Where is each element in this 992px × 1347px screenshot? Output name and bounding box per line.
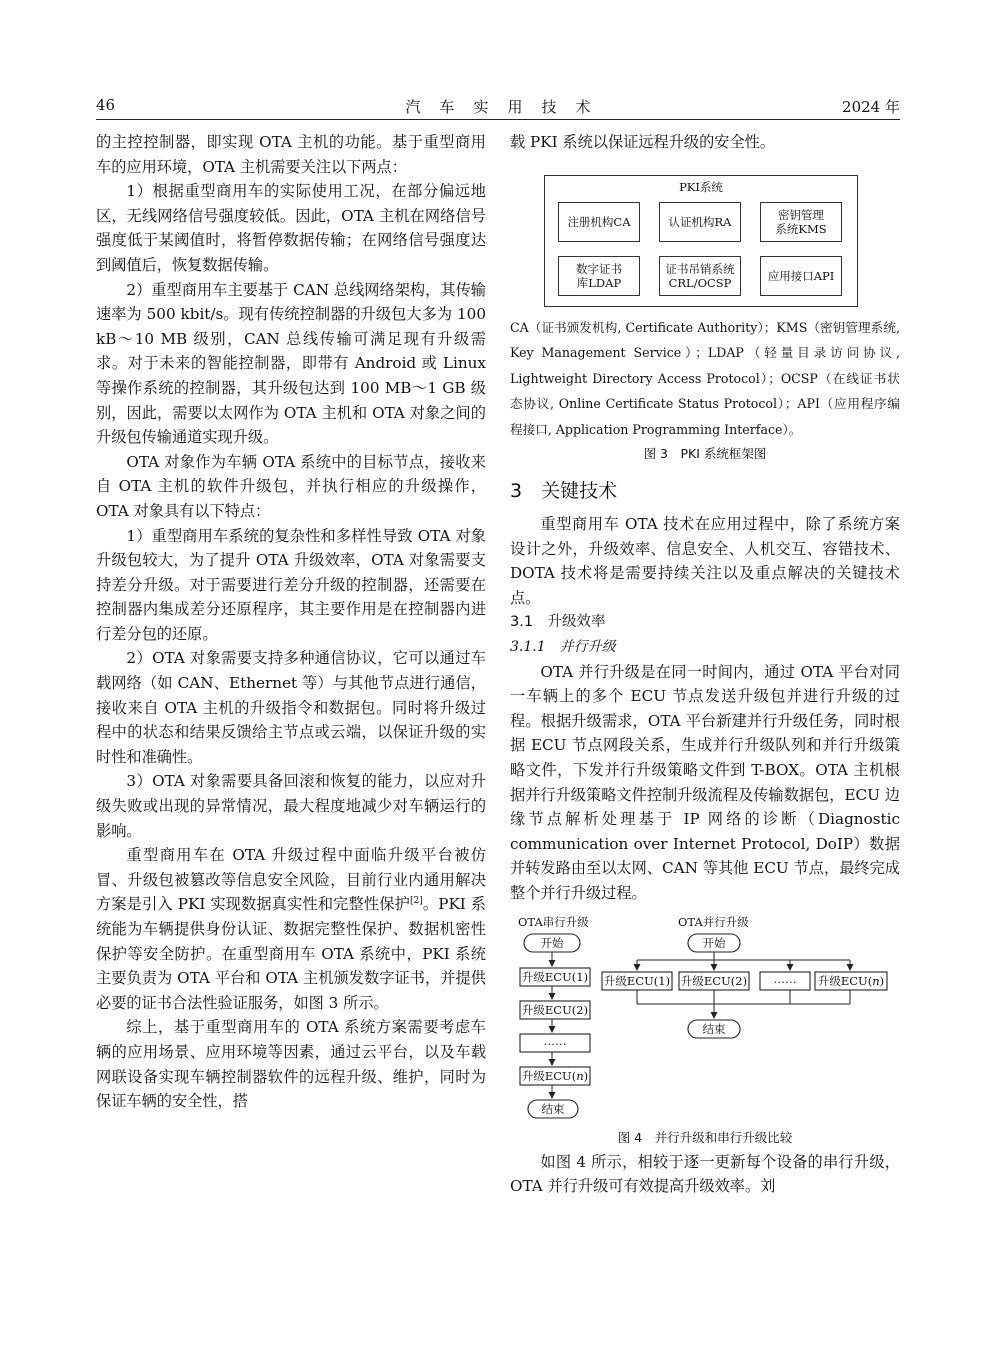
right-column <box>510 130 900 1199</box>
paragraph: 1）根据重型商用车的实际使用工况，在部分偏远地区，无线网络信号强度较低。因此，OTA 主机在网络信号强度低于某阈值时，将暂停数据传输；在网络信号强度达到阈值后，恢复数据传输。 <box>96 182 486 274</box>
cell-line: CRL/OCSP <box>668 275 732 290</box>
paragraph-text: 重型商用车在 OTA 升级过程中面临升级平台被仿冒、升级包被篡改等信息安全风险，目前行业内通用解决方案是引入 PKI 实现数据真实性和完整性保护 <box>96 846 486 914</box>
serial-start-label: 开始 <box>540 935 564 950</box>
parallel-start-label: 开始 <box>702 935 726 950</box>
paragraph: 1）重型商用车系统的复杂性和多样性导致 OTA 对象升级包较大，为了提升 OTA 升级效率，OTA 对象需要支持差分升级。对于需要进行差分升级的控制器，还需要在控制器内集成差分还原程序，其主要作用是在控制器内进行差分包的还原。 <box>96 526 486 643</box>
pki-system-title: PKI系统 <box>679 179 723 194</box>
pki-cell-api <box>760 256 842 296</box>
figure-3-note: CA（证书颁发机构, Certificate Authority）；KMS（密钥管理系统, Key Management Service）；LDAP（轻量目录访问协议, Lightweight Directory Access Protocol）；OCSP（在线证书状态协议, Online Certificate Status Protocol）；API（应用程序编程接口, Application Programming Interface）。 <box>510 319 900 437</box>
serial-ecun-label: 升级ECU(n) <box>521 1068 589 1083</box>
left-column <box>96 130 486 1114</box>
paragraph: 2）重型商用车主要基于 CAN 总线网络架构，其传输速率为 500 kbit/s。现有传统控制器的升级包大多为 100 kB～10 MB 级别，CAN 总线传输可满足现有升级需求。对于未来的智能控制器，即带有 Android 或 Linux 等操作系统的控制器，其升级包达到 100 MB～1 GB 级别，因此，需要以太网作为 OTA 主机和 OTA 对象之间的升级包传输通道实现升级。 <box>96 280 486 447</box>
parallel-ecun-label: 升级ECU(n) <box>817 973 885 988</box>
pki-cell-ca <box>558 202 640 242</box>
issue-year: 2024 年 <box>842 98 900 116</box>
pki-cell-kms <box>760 202 842 242</box>
figure-3-caption: 图 3 PKI 系统框架图 <box>643 446 767 462</box>
paragraph: OTA 并行升级是在同一时间内，通过 OTA 平台对同一车辆上的多个 ECU 节点发送升级包并进行升级的过程。根据升级需求，OTA 平台新建并行升级任务，同时根据 ECU 节点网段关系，生成并行升级队列和并行升级策略文件，下发并行升级策略文件到 T-BOX。OTA 主机根据并行升级策略文件控制升级流程及传输数据包，ECU 边缘节点解析处理基于 IP 网络的诊断（Diagnostic communication over Internet Protocol, DoIP）数据并转发路由至以太网、CAN 等其他 ECU 节点，最终完成整个并行升级过程。 <box>510 662 900 902</box>
pki-cell-ra <box>659 202 741 242</box>
serial-ecu1-label: 升级ECU(1) <box>521 969 589 984</box>
paragraph: 重型商用车 OTA 技术在应用过程中，除了系统方案设计之外，升级效率、信息安全、人机交互、容错技术、DOTA 技术将是需要持续关注以及重点解决的关键技术点。 <box>510 515 900 607</box>
paragraph: OTA 对象作为车辆 OTA 系统中的目标节点，接收来自 OTA 主机的软件升级包，并执行相应的升级操作，OTA 对象具有以下特点： <box>96 452 486 520</box>
page-header <box>96 96 900 120</box>
parallel-end-label: 结束 <box>702 1021 726 1036</box>
serial-dots-label: …… <box>543 1033 567 1048</box>
cell-line: 库LDAP <box>576 275 622 290</box>
header-rule <box>96 119 900 120</box>
cell-label <box>775 208 826 236</box>
pki-cell-crl-ocsp <box>659 256 741 296</box>
serial-title: OTA串行升级 <box>518 914 589 929</box>
subsubsection-heading: 3.1.1 并行升级 <box>510 639 616 656</box>
cell-label: 注册机构CA <box>567 214 631 229</box>
cell-label: 认证机构RA <box>668 214 732 229</box>
page-number: 46 <box>96 96 116 114</box>
journal-title: 汽车实用技术 <box>405 98 610 116</box>
cell-label <box>576 262 622 290</box>
paragraph: 如图 4 所示，相较于逐一更新每个设备的串行升级，OTA 并行升级可有效提高升级效率。刘 <box>510 1152 900 1196</box>
paragraph: 的主控控制器，即实现 OTA 主机的功能。基于重型商用车的应用环境，OTA 主机需要关注以下两点： <box>96 133 486 176</box>
parallel-title: OTA并行升级 <box>678 914 749 929</box>
cell-line: 密钥管理 <box>778 207 824 222</box>
subsection-heading: 3.1 升级效率 <box>510 614 606 631</box>
paragraph-text: 。PKI 系统能为车辆提供身份认证、数据完整性保护、数据机密性保护等安全防护。在重型商用车 OTA 系统中，PKI 系统主要负责为 OTA 平台和 OTA 主机颁发数字证书，并提供必要的证书合法性验证服务，如图 3 所示。 <box>96 895 486 1012</box>
parallel-dots-label: …… <box>773 971 797 986</box>
serial-ecu2-label: 升级ECU(2) <box>521 1002 589 1017</box>
paragraph <box>96 843 486 1015</box>
section-heading: 3 关键技术 <box>510 480 618 503</box>
figure-4-flowchart <box>510 914 900 1126</box>
flowchart-svg <box>510 914 900 1126</box>
figure-4-caption: 图 4 并行升级和串行升级比较 <box>617 1129 793 1145</box>
paragraph: 综上，基于重型商用车的 OTA 系统方案需要考虑车辆的应用场景、应用环境等因素，通过云平台，以及车载网联设备实现车辆控制器软件的远程升级、维护，同时为保证车辆的安全性，搭 <box>96 1018 486 1111</box>
pki-system-box <box>544 175 858 307</box>
parallel-ecu2-label: 升级ECU(2) <box>680 973 748 988</box>
cell-line: 系统KMS <box>775 221 827 236</box>
cell-line: 数字证书 <box>576 261 622 276</box>
pki-cell-ldap <box>558 256 640 296</box>
figure-3-pki-diagram <box>510 161 900 311</box>
cell-label: 应用接口API <box>767 268 835 283</box>
citation-ref[interactable]: [2] <box>409 896 423 907</box>
cell-line: 证书吊销系统 <box>665 261 735 276</box>
paragraph: 2）OTA 对象需要支持多种通信协议，它可以通过车载网络（如 CAN、Ethernet 等）与其他节点进行通信，接收来自 OTA 主机的升级指令和数据包。同时将升级过程中的状态和结果反馈给主节点或云端，以保证升级的实时性和准确性。 <box>96 649 486 766</box>
paragraph: 载 PKI 系统以保证远程升级的安全性。 <box>510 133 776 151</box>
cell-label <box>666 262 735 290</box>
paragraph: 3）OTA 对象需要具备回滚和恢复的能力，以应对升级失败或出现的异常情况，最大程度地减少对车辆运行的影响。 <box>96 772 486 840</box>
parallel-ecu1-label: 升级ECU(1) <box>603 973 671 988</box>
serial-end-label: 结束 <box>541 1101 565 1116</box>
